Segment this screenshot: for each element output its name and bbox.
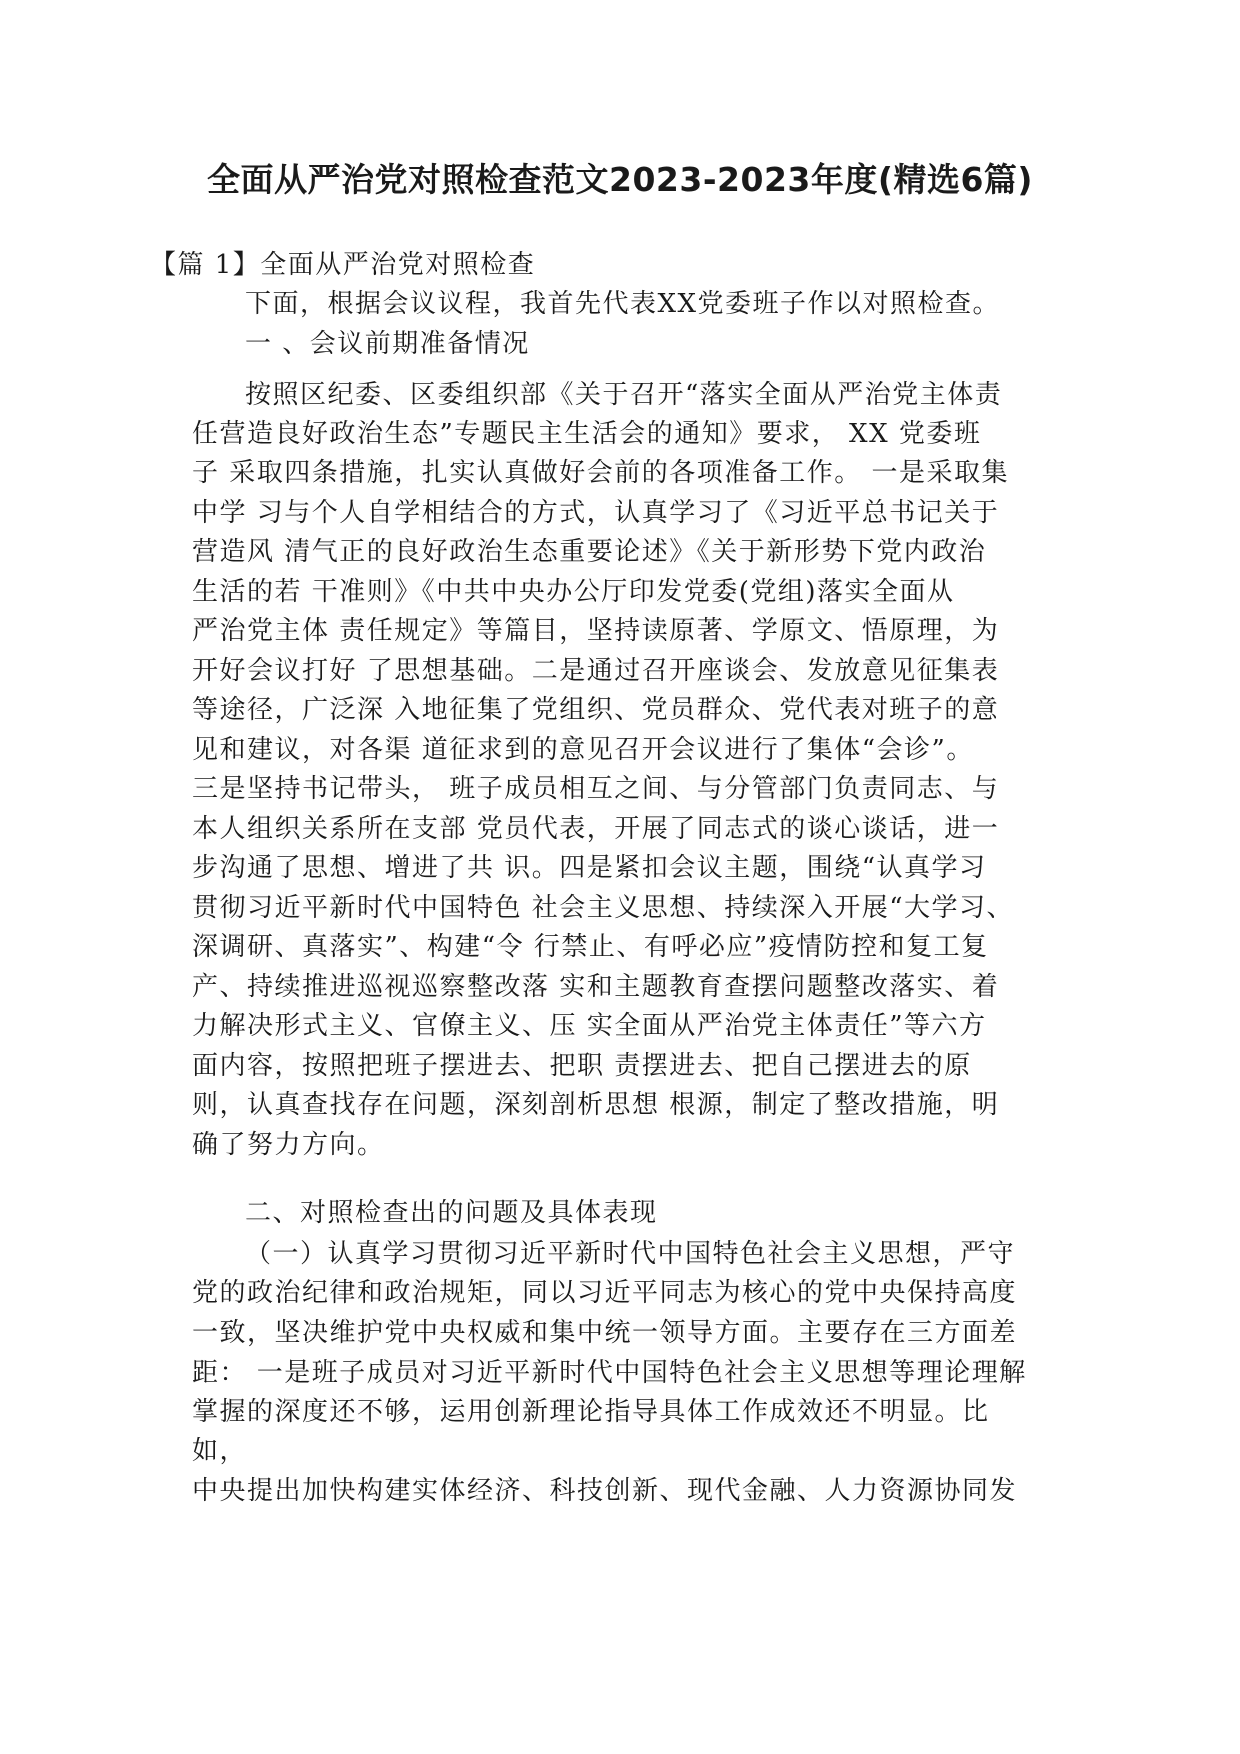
paragraph-line: 贯彻习近平新时代中国特色 社会主义思想、持续深入开展“大学习、 xyxy=(192,893,1015,923)
paragraph-line: 如， xyxy=(192,1436,248,1466)
paragraph-line: 任营造良好政治生态”专题民主生活会的通知》要求， XX 党委班 xyxy=(192,419,982,449)
paragraph-line: 一致，坚决维护党中央权威和集中统一领导方面。主要存在三方面差 xyxy=(192,1318,1018,1348)
paragraph-line: 中央提出加快构建实体经济、科技创新、现代金融、人力资源协同发 xyxy=(192,1476,1018,1506)
paragraph-line: 确了努力方向。 xyxy=(192,1130,385,1160)
paragraph-line: 深调研、真落实”、构建“令 行禁止、有呼必应”疫情防控和复工复 xyxy=(192,932,989,962)
paragraph-line: 开好会议打好 了思想基础。二是通过召开座谈会、发放意见征集表 xyxy=(192,656,1000,686)
paragraph-line: 则，认真查找存在问题，深刻剖析思想 根源，制定了整改措施，明 xyxy=(192,1090,1000,1120)
paragraph-line: 中学 习与个人自学相结合的方式，认真学习了《习近平总书记关于 xyxy=(192,498,1000,528)
paragraph-line: 力解决形式主义、官僚主义、压 实全面从严治党主体责任”等六方 xyxy=(192,1011,987,1041)
paragraph-line: 本人组织关系所在支部 党员代表，开展了同志式的谈心谈话，进一 xyxy=(192,814,1000,844)
subsection-heading-preparation: 一 、会议前期准备情况 xyxy=(245,329,530,359)
paragraph-line: （一）认真学习贯彻习近平新时代中国特色社会主义思想，严守 xyxy=(245,1239,1016,1269)
paragraph-line: 严治党主体 责任规定》等篇目，坚持读原著、学原文、悟原理，为 xyxy=(192,616,1000,646)
paragraph-line: 三是坚持书记带头， 班子成员相互之间、与分管部门负责同志、与 xyxy=(192,774,1000,804)
paragraph-line: 生活的若 干准则》《中共中央办公厅印发党委(党组)落实全面从 xyxy=(192,577,955,607)
paragraph-line: 面内容，按照把班子摆进去、把职 责摆进去、把自己摆进去的原 xyxy=(192,1051,972,1081)
paragraph-line: 下面，根据会议议程，我首先代表XX党委班子作以对照检查。 xyxy=(245,289,1001,319)
paragraph-line: 掌握的深度还不够，运用创新理论指导具体工作成效还不明显。比 xyxy=(192,1397,990,1427)
paragraph-line: 见和建议，对各渠 道征求到的意见召开会议进行了集体“会诊”。 xyxy=(192,735,974,765)
paragraph-line: 子 采取四条措施，扎实认真做好会前的各项准备工作。 一是采取集 xyxy=(192,458,1010,488)
paragraph-line: 营造风 清气正的良好政治生态重要论述》《关于新形势下党内政治 xyxy=(192,537,987,567)
subsection-heading-problems: 二、对照检查出的问题及具体表现 xyxy=(245,1198,658,1228)
paragraph-line: 步沟通了思想、增进了共 识。四是紧扣会议主题，围绕“认真学习 xyxy=(192,853,987,883)
paragraph-line: 等途径，广泛深 入地征集了党组织、党员群众、党代表对班子的意 xyxy=(192,695,1000,725)
paragraph-line: 党的政治纪律和政治规矩，同以习近平同志为核心的党中央保持高度 xyxy=(192,1278,1018,1308)
section-heading-part-1: 【篇 1】全面从严治党对照检查 xyxy=(150,250,536,280)
paragraph-line: 产、持续推进巡视巡察整改落 实和主题教育查摆问题整改落实、着 xyxy=(192,972,1000,1002)
document-title: 全面从严治党对照检查范文2023-2023年度(精选6篇) xyxy=(206,160,1033,199)
paragraph-line: 按照区纪委、区委组织部《关于召开“落实全面从严治党主体责 xyxy=(245,380,1003,410)
paragraph-line: 距： 一是班子成员对习近平新时代中国特色社会主义思想等理论理解 xyxy=(192,1358,1027,1388)
